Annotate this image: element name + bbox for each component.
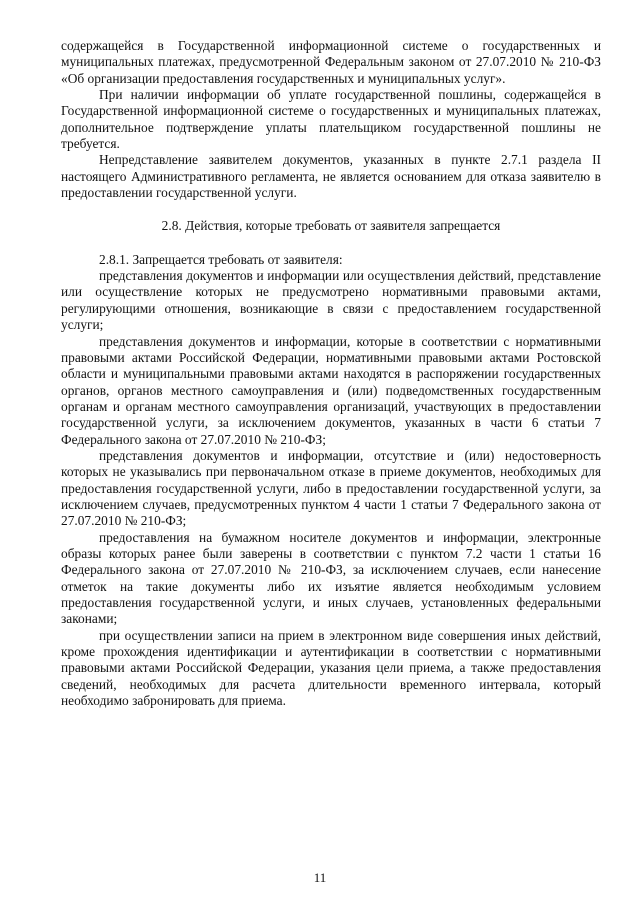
page-number: 11 [313,870,327,885]
paragraph-continuation: содержащейся в Государственной информационной системе о государственных и муниципальных платежах, предусмотренной Федеральным законом от 27.07.2010 № 210-ФЗ «Об организации предоставления государственных и муниципальных услуг». [61,38,601,86]
list-item-documents-actions: представления документов и информации или осуществления действий, представление или осуществление которых не предусмотрено нормативными правовыми актами, регулирующими отношения, возникающие в связи с предоставлением государственной услуги; [61,268,601,333]
list-item-documents-in-possession: представления документов и информации, которые в соответствии с нормативными правовыми актами Российской Федерации, нормативными правовыми актами Ростовской области и муниципальными правовыми актами находятся в распоряжении государственных органов, органов местного самоуправления и (или) подведомственных государственным органам и органам местного самоуправления организаций, участвующих в предоставлении государственной услуги, за исключением документов, указанных в части 6 статьи 7 Федерального закона от 27.07.2010 № 210-ФЗ; [61,333,601,447]
list-item-undisclosed-documents: представления документов и информации, отсутствие и (или) недостоверность которых не указывались при первоначальном отказе в приеме документов, необходимых для предоставления государственной услуги, либо в предоставлении государственной услуги, за исключением случаев, предусмотренных пунктом 4 части 1 статьи 7 Федерального закона от 27.07.2010 № 210-ФЗ; [61,447,601,529]
paragraph-fee-payment: При наличии информации об уплате государственной пошлины, содержащейся в Государственной информационной системе о государственных и муниципальных платежах, дополнительное подтверждение уплаты плательщиком государственной пошлины не требуется. [61,87,601,152]
list-item-electronic-appointment: при осуществлении записи на прием в электронном виде совершения иных действий, кроме прохождения идентификации и аутентификации в соответствии с нормативными правовыми актами Российской Федерации, указания цели приема, а также предоставления сведений, необходимых для расчета длительности временного интервала, который необходимо забронировать для приема. [61,627,601,709]
document-page [61,38,601,709]
list-item-paper-documents: предоставления на бумажном носителе документов и информации, электронные образы которых ранее были заверены в соответствии с пунктом 7.2 части 1 статьи 16 Федерального закона от 27.07.2010 № 210-ФЗ, за исключением случаев, если нанесение отметок на такие документы либо их изъятие является необходимым условием предоставления государственной услуги, и иных случаев, установленных федеральными законами; [61,529,601,627]
paragraph-prohibition-intro: 2.8.1. Запрещается требовать от заявителя: [99,251,343,267]
paragraph-nonsubmission: Непредставление заявителем документов, указанных в пункте 2.7.1 раздела II настоящего Административного регламента, не является основанием для отказа заявителю в предоставлении государственной услуги. [61,152,601,201]
section-heading: 2.8. Действия, которые требовать от заявителя запрещается [161,218,501,234]
